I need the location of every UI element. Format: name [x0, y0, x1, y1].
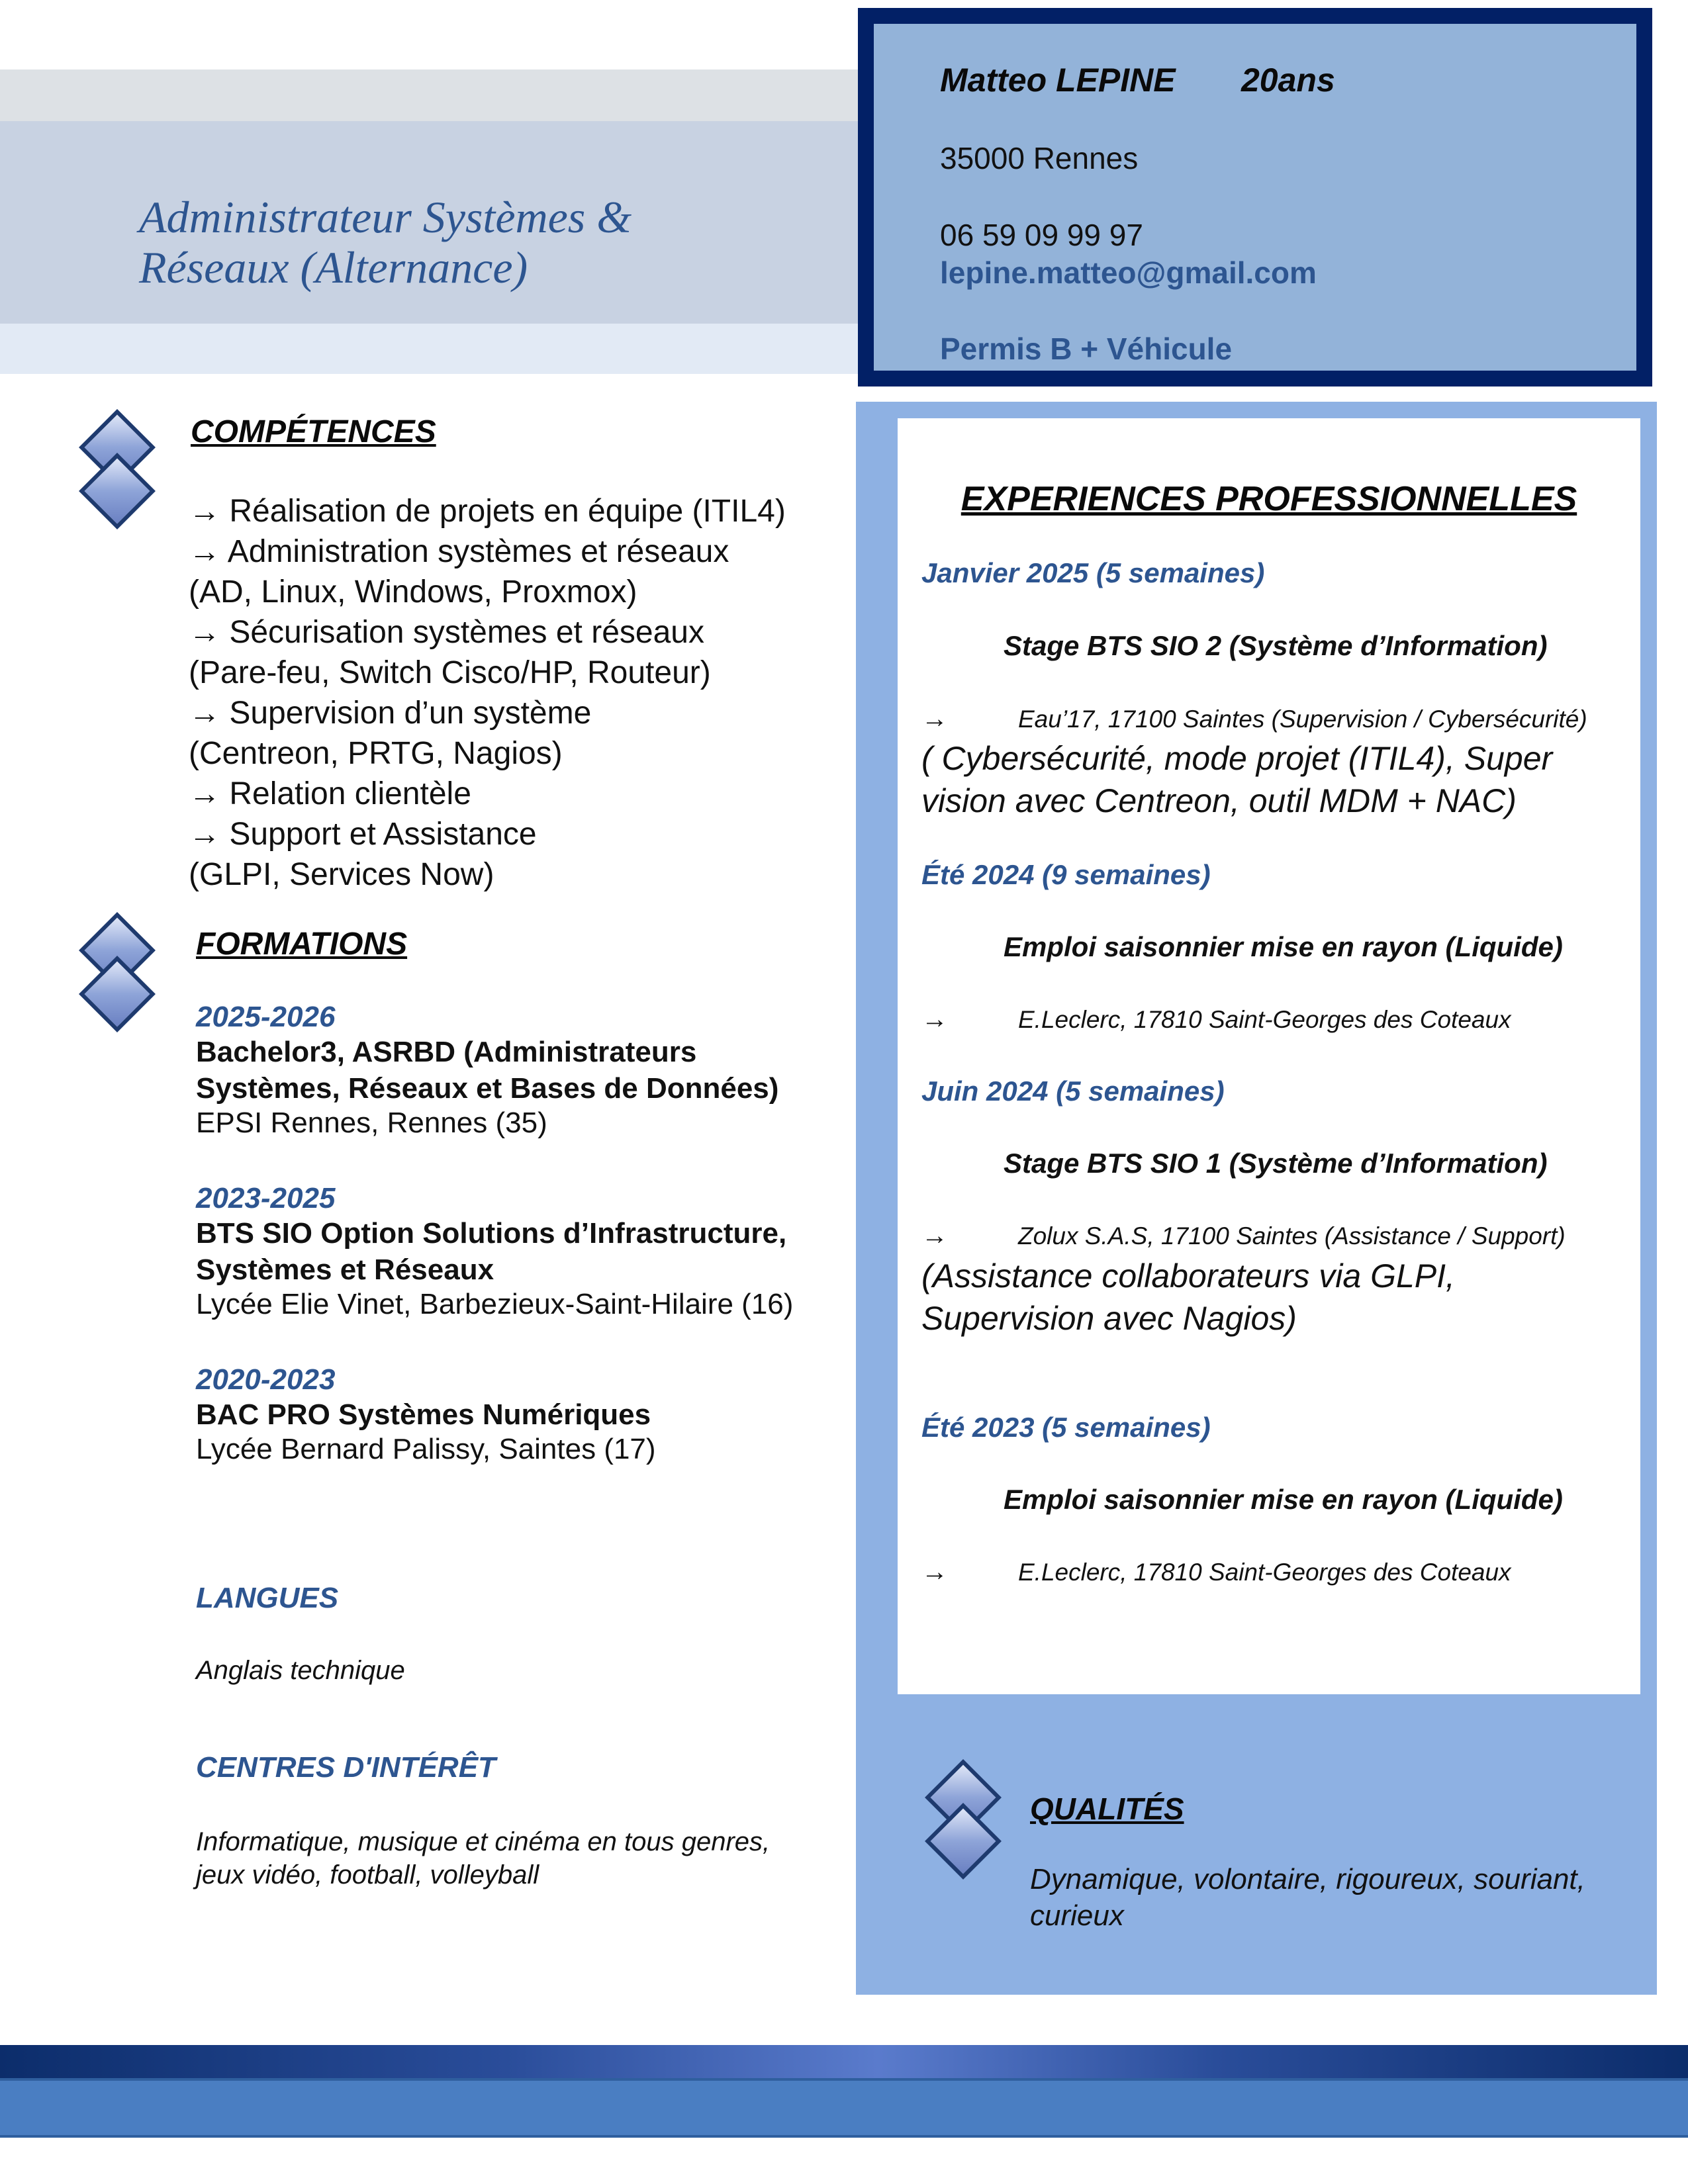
education-degree: Systèmes, Réseaux et Bases de Données) [196, 1072, 779, 1105]
footer-band-light [0, 2078, 1688, 2138]
interests-line: jeux vidéo, football, volleyball [196, 1860, 539, 1889]
qualities-text [1030, 1861, 1639, 1934]
education-entry [196, 1363, 858, 1466]
education-degree: Systèmes et Réseaux [196, 1253, 494, 1286]
contact-city: 35000 Rennes [940, 141, 1139, 175]
qualities-line: Dynamique, volontaire, rigoureux, souriant, [1030, 1863, 1585, 1895]
experience-place: E.Leclerc, 17810 Saint-Georges des Coteaux [1018, 1006, 1511, 1033]
contact-age: 20ans [1241, 62, 1335, 99]
experience-description-line: vision avec Centreon, outil MDM + NAC) [921, 782, 1517, 819]
experience-description-line: (Assistance collaborateurs via GLPI, [921, 1257, 1455, 1295]
experience-role: Emploi saisonnier mise en rayon (Liquide) [1004, 1484, 1563, 1515]
job-title-line2: Réseaux (Alternance) [139, 242, 528, 293]
languages-title: LANGUES [196, 1582, 339, 1614]
arrow-icon: → [921, 704, 948, 733]
education-degree: BTS SIO Option Solutions d’Infrastructure, [196, 1217, 787, 1250]
skill-item: → Support et Assistance [189, 817, 537, 852]
skill-item: (Pare-feu, Switch Cisco/HP, Routeur) [189, 655, 711, 690]
qualities-line: curieux [1030, 1899, 1124, 1932]
footer-band-dark [0, 2045, 1688, 2078]
skill-item: → Sécurisation systèmes et réseaux [189, 615, 704, 650]
education-title: FORMATIONS [196, 927, 408, 962]
experience-date: Été 2023 (5 semaines) [921, 1412, 1211, 1443]
qualities-title: QUALITÉS [1030, 1792, 1184, 1826]
skill-item: → Réalisation de projets en équipe (ITIL4) [189, 494, 786, 529]
education-degree: BAC PRO Systèmes Numériques [196, 1398, 651, 1431]
education-dates: 2020-2023 [196, 1363, 336, 1396]
skills-title: COMPÉTENCES [191, 414, 436, 449]
education-school: EPSI Rennes, Rennes (35) [196, 1107, 547, 1139]
skill-item: → Administration systèmes et réseaux [189, 534, 729, 569]
contact-name: Matteo LEPINE [940, 62, 1176, 99]
education-entry [196, 1182, 858, 1321]
experience-role: Stage BTS SIO 2 (Système d’Information) [1004, 630, 1548, 661]
experience-description-line: Supervision avec Nagios) [921, 1300, 1297, 1337]
contact-license: Permis B + Véhicule [940, 332, 1233, 366]
education-diamond-icon [74, 917, 160, 1069]
header-band-top [0, 69, 858, 121]
experience-place: Zolux S.A.S, 17100 Saintes (Assistance / Support) [1018, 1222, 1566, 1250]
languages-value: Anglais technique [196, 1656, 405, 1685]
experience-place: Eau’17, 17100 Saintes (Supervision / Cybersécurité) [1018, 705, 1587, 733]
education-dates: 2025-2026 [196, 1001, 336, 1033]
experience-description-line: ( Cybersécurité, mode projet (ITIL4), Super [921, 740, 1553, 777]
skills-diamond-icon [74, 414, 160, 566]
job-title-line1: Administrateur Systèmes & [139, 192, 632, 242]
experience-date: Été 2024 (9 semaines) [921, 859, 1211, 890]
skills-list [189, 491, 851, 895]
contact-email-link[interactable]: lepine.matteo@gmail.com [940, 255, 1317, 290]
interests-text [196, 1825, 858, 1891]
interests-title: CENTRES D'INTÉRÊT [196, 1751, 496, 1784]
education-dates: 2023-2025 [196, 1182, 336, 1214]
skill-item: (GLPI, Services Now) [189, 857, 494, 892]
education-degree: Bachelor3, ASRBD (Administrateurs [196, 1036, 697, 1068]
skill-item: → Relation clientèle [189, 776, 471, 811]
experience-role: Emploi saisonnier mise en rayon (Liquide) [1004, 931, 1563, 962]
experience-description [921, 1255, 1623, 1340]
arrow-icon: → [921, 1005, 948, 1034]
education-school: Lycée Elie Vinet, Barbezieux-Saint-Hilaire (16) [196, 1288, 794, 1320]
education-school: Lycée Bernard Palissy, Saintes (17) [196, 1433, 656, 1465]
skill-item: (Centreon, PRTG, Nagios) [189, 736, 563, 771]
experience-description [921, 737, 1623, 822]
education-entry [196, 1001, 858, 1140]
experience-place: E.Leclerc, 17810 Saint-Georges des Coteaux [1018, 1559, 1511, 1586]
arrow-icon: → [921, 1221, 948, 1250]
qualities-diamond-icon [920, 1764, 1006, 1916]
experience-title: EXPERIENCES PROFESSIONNELLES [961, 480, 1577, 518]
interests-line: Informatique, musique et cinéma en tous genres, [196, 1827, 771, 1856]
skill-item: (AD, Linux, Windows, Proxmox) [189, 574, 637, 610]
job-title [139, 192, 841, 293]
arrow-icon: → [921, 1557, 948, 1586]
experience-date: Juin 2024 (5 semaines) [921, 1075, 1225, 1107]
skill-item: → Supervision d’un système [189, 696, 592, 731]
header-band-bottom [0, 324, 858, 374]
experience-role: Stage BTS SIO 1 (Système d’Information) [1004, 1148, 1548, 1179]
contact-phone: 06 59 09 99 97 [940, 218, 1143, 252]
experience-date: Janvier 2025 (5 semaines) [921, 557, 1265, 588]
